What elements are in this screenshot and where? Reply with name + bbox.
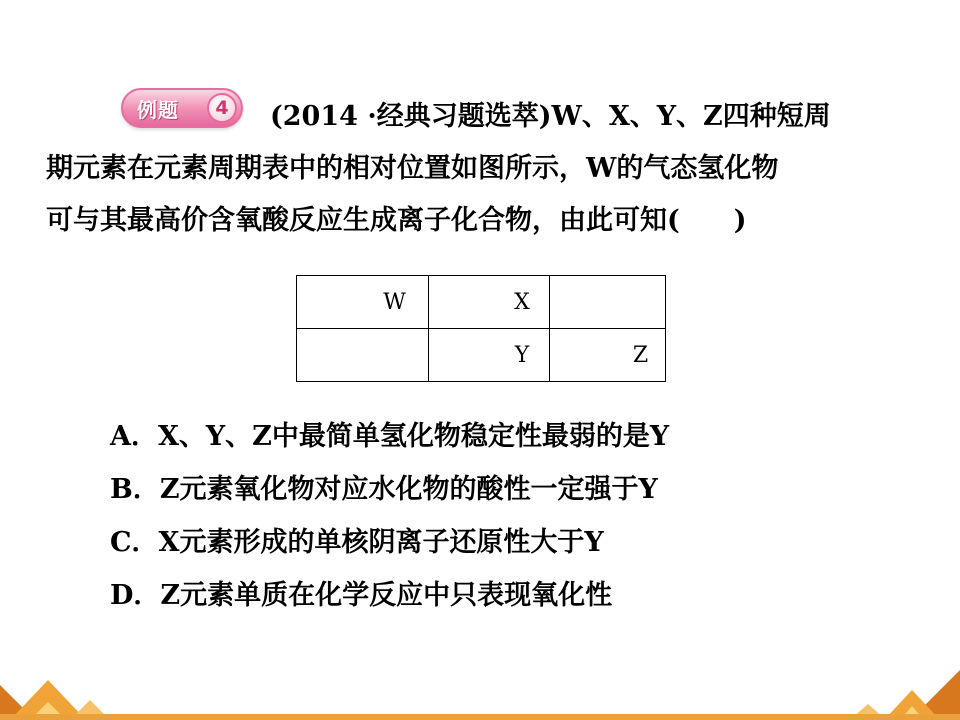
option-a: A．X、Y、Z中最简单氢化物稳定性最弱的是Y	[110, 421, 670, 452]
stem-line-3: 可与其最高价含氧酸反应生成离子化合物，由此可知( )	[46, 205, 747, 236]
corner-decoration-right	[850, 660, 960, 720]
table-cell: W	[297, 276, 429, 329]
stem-line-1: (2014 ·经典习题选萃)W、X、Y、Z四种短周	[270, 101, 831, 132]
footer-bar	[0, 714, 960, 720]
example-badge-label: 例题	[137, 98, 179, 122]
stem-line-2: 期元素在元素周期表中的相对位置如图所示，W的气态氢化物	[46, 153, 779, 184]
example-badge-number: 4	[207, 93, 237, 123]
table-cell: Z	[550, 329, 666, 382]
table-cell: Y	[429, 329, 550, 382]
table-cell	[550, 276, 666, 329]
periodic-table-fragment	[296, 275, 666, 382]
option-b: B．Z元素氧化物对应水化物的酸性一定强于Y	[110, 474, 658, 505]
table-row	[297, 329, 666, 382]
answer-options	[110, 410, 669, 622]
table-cell: X	[429, 276, 550, 329]
option-d: D．Z元素单质在化学反应中只表现氧化性	[110, 580, 613, 611]
table-row	[297, 276, 666, 329]
option-c: C．X元素形成的单核阴离子还原性大于Y	[110, 527, 604, 558]
corner-decoration-left	[0, 660, 120, 720]
table-cell	[297, 329, 429, 382]
question-stem	[46, 91, 926, 247]
